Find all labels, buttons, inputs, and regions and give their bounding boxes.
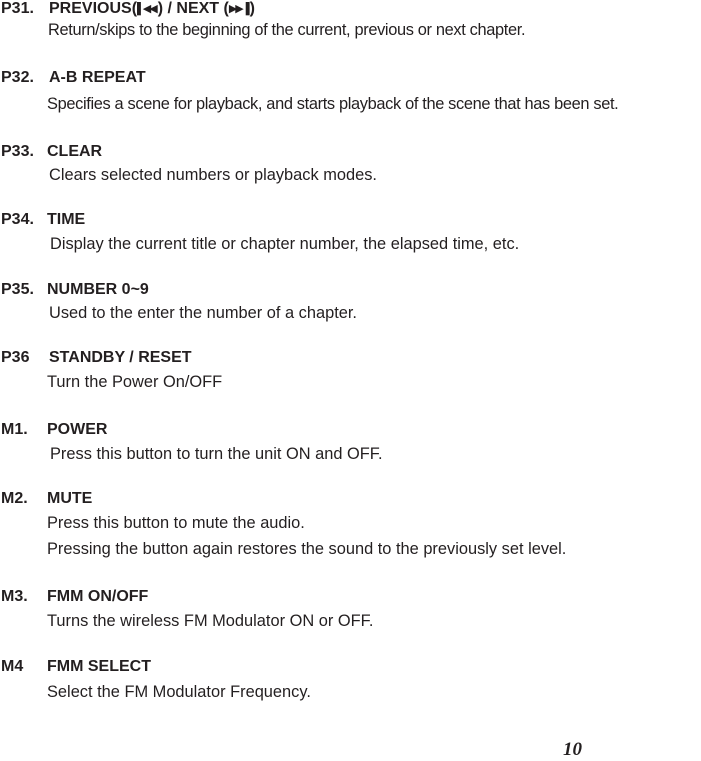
entry-code: M4 (1, 658, 24, 675)
entry-code: P34. (1, 211, 34, 228)
entry-title: TIME (47, 211, 86, 228)
title-part: ) (249, 0, 255, 17)
entry-code: P31. (1, 0, 34, 17)
entry-code: M2. (1, 490, 28, 507)
entry-description: Clears selected numbers or playback modes. (49, 166, 377, 184)
entry-description: Used to the enter the number of a chapter. (49, 304, 357, 322)
entry-title: POWER (47, 421, 108, 438)
entry-code: P33. (1, 143, 34, 160)
entry-title: NUMBER 0~9 (47, 281, 149, 298)
entry-description: Display the current title or chapter number, the elapsed time, etc. (50, 235, 520, 253)
page-number: 10 (563, 739, 582, 760)
entry-description-line: Press this button to mute the audio. (47, 514, 305, 532)
entry-description: Press this button to turn the unit ON and OFF. (50, 445, 383, 463)
entry-description: Turn the Power On/OFF (47, 373, 223, 391)
entry-title: FMM ON/OFF (47, 588, 149, 605)
entry-code: P35. (1, 281, 34, 298)
entry-code: P36 (1, 349, 30, 366)
next-icon: ▶▶▐ (228, 3, 248, 15)
previous-icon: ▌◀◀ (137, 3, 156, 15)
entry-code: M3. (1, 588, 28, 605)
entry-title: MUTE (47, 490, 93, 507)
entry-description-line: Pressing the button again restores the sound to the previously set level. (47, 540, 567, 558)
entry-title (49, 0, 255, 19)
entry-code: M1. (1, 421, 28, 438)
title-part: ) / NEXT ( (157, 0, 229, 17)
entry-description: Select the FM Modulator Frequency. (47, 683, 311, 701)
entry-description: Turns the wireless FM Modulator ON or OFF. (47, 612, 374, 630)
entry-title: CLEAR (47, 143, 103, 160)
entry-title: A-B REPEAT (49, 69, 146, 86)
entry-description: Return/skips to the beginning of the current, previous or next chapter. (48, 21, 526, 39)
entry-title: FMM SELECT (47, 658, 151, 675)
entry-description: Specifies a scene for playback, and starts playback of the scene that has been set. (47, 95, 619, 113)
title-part: PREVIOUS( (49, 0, 138, 17)
entry-code: P32. (1, 69, 34, 86)
entry-title: STANDBY / RESET (49, 349, 192, 366)
